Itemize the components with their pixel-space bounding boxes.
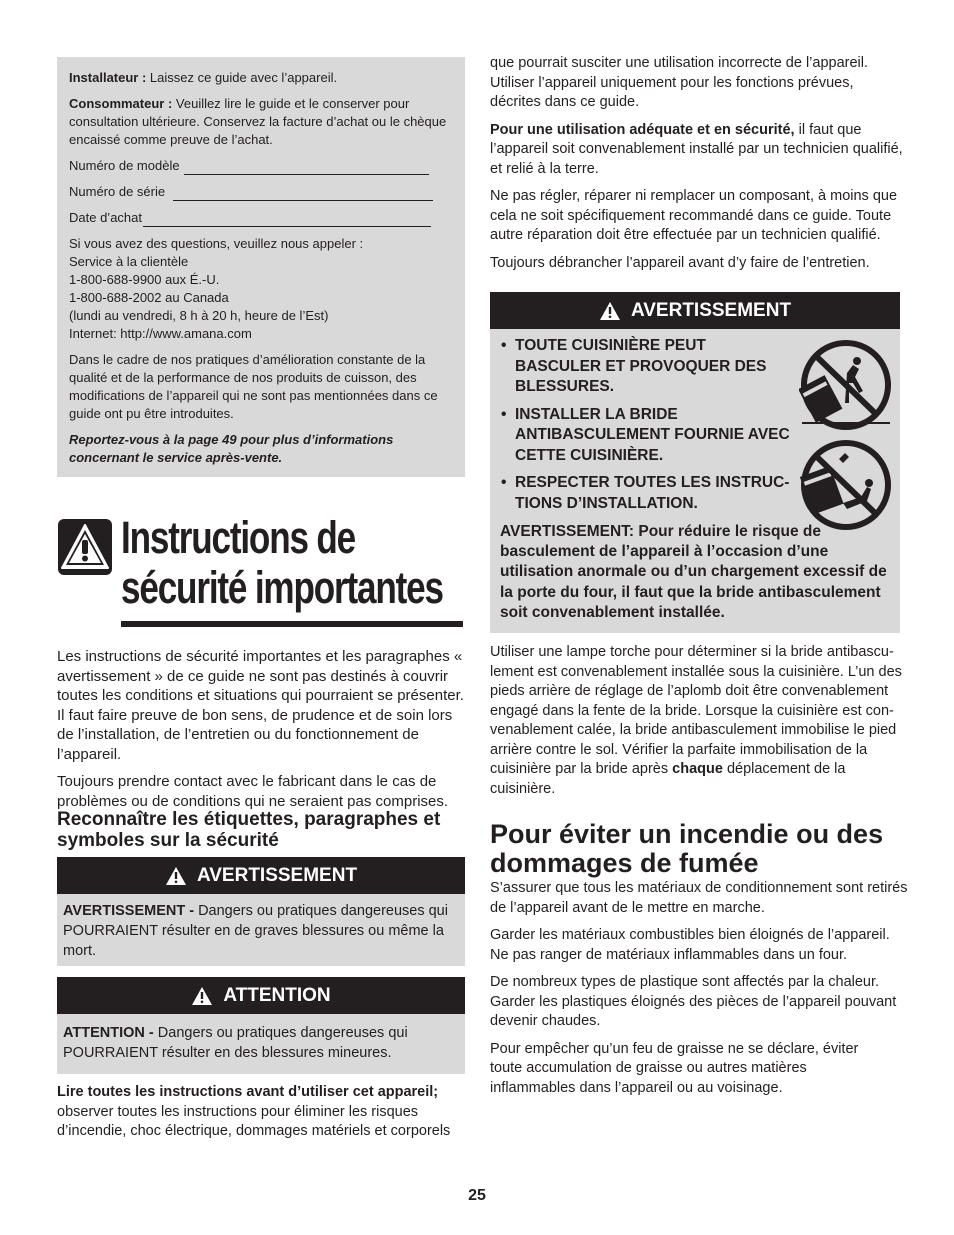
model-number-line bbox=[184, 161, 429, 175]
fire-heading: Pour éviter un incendie ou des dommages de fumée bbox=[490, 819, 884, 878]
intro-paragraph-2: Toujours prendre contact avec le fabricant dans le cas de problèmes ou de conditions qui ne seraient pas comprises. bbox=[57, 773, 449, 810]
recognize-heading: Reconnaître les étiquettes, paragraphes et symboles sur la sécurité bbox=[57, 809, 441, 851]
caution-definition: ATTENTION - Dangers ou pratiques dangereuses qui POURRAIENT résulter en des blessures mineures. bbox=[57, 1014, 465, 1074]
serial-number-field: Numéro de série bbox=[69, 183, 454, 201]
info-box bbox=[57, 57, 465, 477]
proper-use-paragraph: Pour une utilisation adéquate et en sécurité, il faut que l’appareil soit convenablement installé par un technicien qualifié, et relié à la terre. bbox=[490, 121, 903, 177]
flashlight-paragraph: Utiliser une lampe torche pour déterminer si la bride antibascu-lement est convenablement installée sous la cuisinière. L’un des pieds arrière de réglage de l’aplomb doit être convenablement engagé dans la fente de la bride. Lorsque la cuisinière est con-venablement calée, la bride antibasculement immobilise le pied arrière contre le sol. Vérifier la parfaite immobilisation de la cuisinière par la bride après chaque déplacement de la cuisinière. bbox=[490, 644, 902, 797]
serial-number-line bbox=[173, 187, 433, 201]
page-number: 25 bbox=[468, 1187, 486, 1204]
repair-paragraph: Ne pas régler, réparer ni remplacer un composant, à moins que cela ne soit spécifiquement recommandé dans ce guide. Toute autre réparation doit être effectuée par un technicien qualifié. bbox=[490, 188, 898, 243]
title-rule bbox=[121, 621, 463, 627]
tip-warning-bullets bbox=[501, 336, 791, 514]
range-tip-over-prohibited-icon bbox=[799, 339, 893, 431]
page-title: Instructions de sécurité importantes bbox=[121, 512, 443, 613]
tip-bullet-3: • RESPECTER TOUTES LES INSTRUC-TIONS D’INSTALLATION. bbox=[501, 474, 790, 512]
warning-triangle-icon bbox=[191, 986, 213, 1006]
intro bbox=[57, 647, 467, 819]
fire-paragraph-3: De nombreux types de plastique sont affectés par la chaleur. Garder les plastiques éloignés des pièces de l’appareil pouvant devenir chaudes. bbox=[490, 974, 897, 1029]
purchase-date-line bbox=[143, 213, 431, 227]
usage-paragraph: que pourrait susciter une utilisation incorrecte de l’appareil. Utiliser l’appareil uniquement pour les fonctions prévues, décrites dans ce guide. bbox=[490, 55, 869, 110]
warning-triangle-icon bbox=[599, 301, 621, 321]
fire-section bbox=[490, 879, 908, 1106]
unplug-paragraph: Toujours débrancher l’appareil avant d’y faire de l’entretien. bbox=[490, 254, 870, 271]
model-number-field: Numéro de modèle bbox=[69, 157, 454, 175]
contact-info: Si vous avez des questions, veuillez nous appeler : Service à la clientèle 1-800-688-9900 aux É.-U. 1-800-688-2002 au Canada (lundi au vendredi, 8 h à 20 h, heure de l’Est) Internet: http://www.amana.com bbox=[69, 236, 364, 341]
caution-bar: ATTENTION bbox=[57, 977, 465, 1014]
tip-warning-box bbox=[490, 329, 900, 633]
service-reference: Reportez-vous à la page 49 pour plus d’informations concernant le service après-vente. bbox=[69, 432, 394, 465]
safety-text bbox=[490, 54, 908, 281]
consumer-note: Consommateur : Veuillez lire le guide et le conserver pour consultation ultérieure. Conservez la facture d’achat ou le chèque encaissé comme preuve de l’achat. bbox=[69, 96, 447, 147]
improvement-note: Dans le cadre de nos pratiques d’amélioration constante de la qualité et de la performance de nos produits de cuisson, des modifications de l’appareil qui ne sont pas mentionnées dans ce guide ont pu être introduites. bbox=[69, 352, 438, 421]
read-all-instructions: Lire toutes les instructions avant d’utiliser cet appareil; observer toutes les instructions pour éliminer les risques d’incendie, choc électrique, dommages matériels et corporels bbox=[57, 1084, 451, 1139]
purchase-date-field: Date d’achat bbox=[69, 209, 454, 227]
warning-bar: AVERTISSEMENT bbox=[57, 857, 465, 894]
warning-triangle-icon bbox=[165, 866, 187, 886]
fire-paragraph-2: Garder les matériaux combustibles bien éloignés de l’appareil. Ne pas ranger de matériaux inflammables dans un four. bbox=[490, 927, 890, 963]
tip-bullet-2: • INSTALLER LA BRIDE ANTIBASCULEMENT FOURNIE AVEC CETTE CUISINIÈRE. bbox=[501, 405, 790, 464]
warning-definition: AVERTISSEMENT - Dangers ou pratiques dangereuses qui POURRAIENT résulter en de graves blessures ou même la mort. bbox=[57, 894, 465, 966]
tip-warning-text: AVERTISSEMENT: Pour réduire le risque de basculement de l’appareil à l’occasion d’une utilisation anormale ou d’un chargement excessif de la porte du four, il faut que la bride antibasculement soit convenablement installée. bbox=[500, 523, 887, 621]
tip-bullet-1: • TOUTE CUISINIÈRE PEUT BASCULER ET PROVOQUER DES BLESSURES. bbox=[501, 337, 767, 395]
warning-triangle-icon bbox=[57, 518, 113, 576]
intro-paragraph-1: Les instructions de sécurité importantes et les paragraphes « avertissement » de ce guide ne sont pas destinés à couvrir toutes les conditions et situations qui pourraient se présenter. Il faut faire preuve de bon sens, de prudence et de soin lors de l’installation, de l’entretien ou du fonctionnement de l’appareil. bbox=[57, 648, 464, 763]
tip-warning-bar: AVERTISSEMENT bbox=[490, 292, 900, 329]
fire-paragraph-1: S’assurer que tous les matériaux de conditionnement sont retirés de l’appareil avant de le mettre en marche. bbox=[490, 880, 908, 916]
fire-paragraph-4: Pour empêcher qu’un feu de graisse ne se déclare, éviter toute accumulation de graisse ou autres matières inflammables dans l’appareil ou au voisinage. bbox=[490, 1040, 859, 1096]
installer-note: Installateur : Laissez ce guide avec l’appareil. bbox=[69, 70, 338, 85]
child-on-door-prohibited-icon bbox=[799, 439, 893, 531]
